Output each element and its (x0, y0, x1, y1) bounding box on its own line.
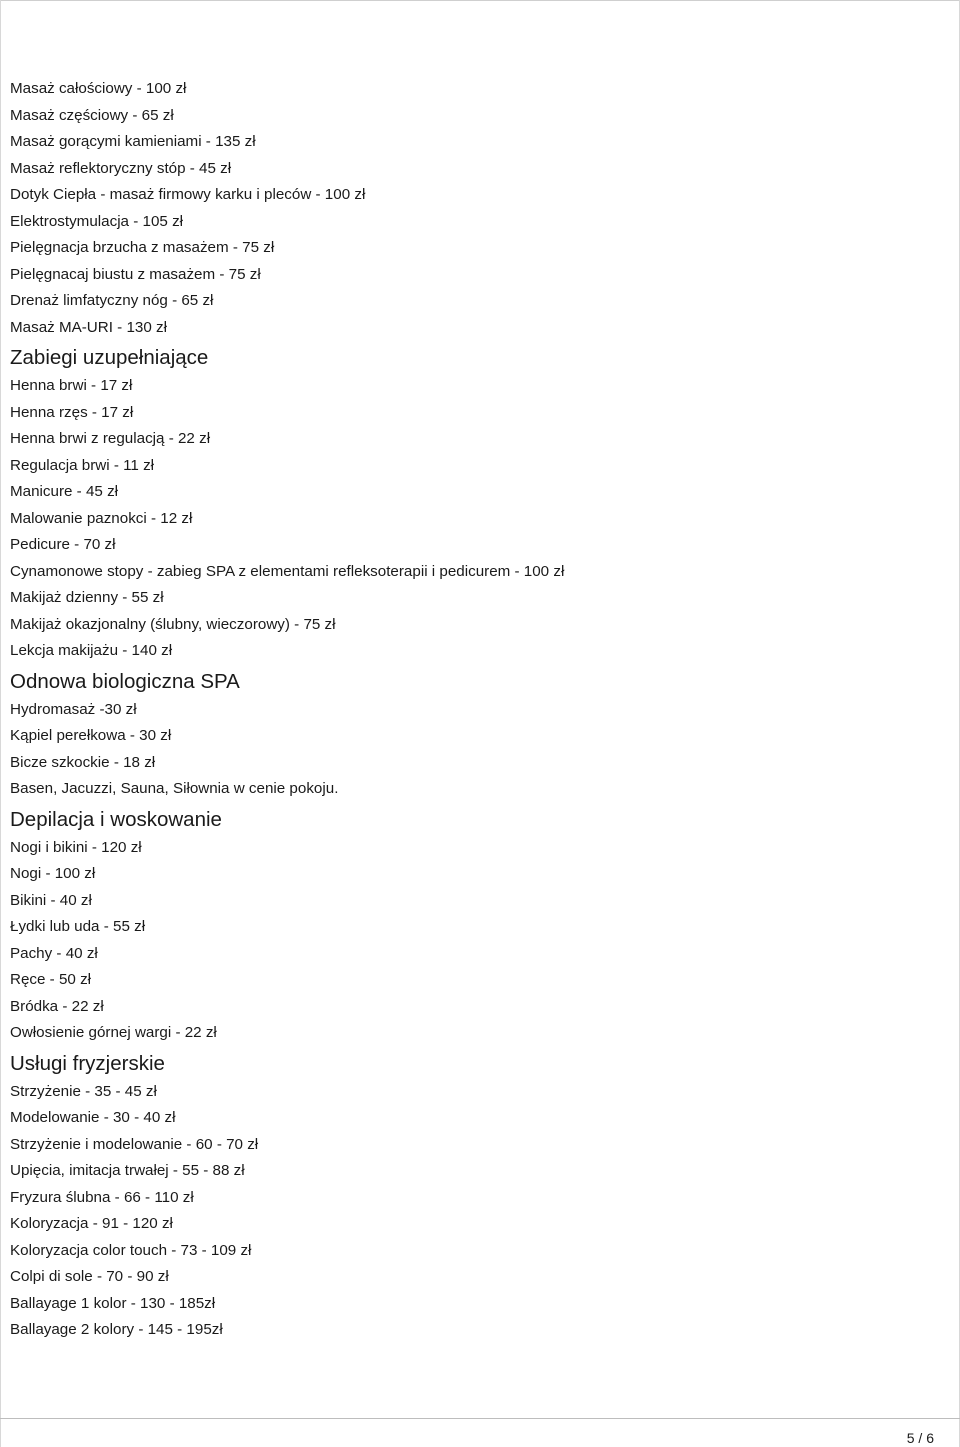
price-section (10, 666, 940, 803)
price-item: Basen, Jacuzzi, Sauna, Siłownia w cenie pokoju. (10, 780, 339, 797)
price-item: Pachy - 40 zł (10, 944, 98, 962)
price-item: Masaż całościowy - 100 zł (10, 80, 187, 97)
price-item: Modelowanie - 30 - 40 zł (10, 1109, 176, 1126)
price-item: Makijaż okazjonalny (ślubny, wieczorowy) - 75 zł (10, 615, 336, 633)
price-item: Strzyżenie i modelowanie - 60 - 70 zł (10, 1135, 259, 1153)
footer-divider (0, 1418, 960, 1419)
price-item: Cynamonowe stopy - zabieg SPA z elementami refleksoterapii i pedicurem - 100 zł (10, 562, 565, 580)
price-item: Strzyżenie - 35 - 45 zł (10, 1082, 157, 1100)
price-list (10, 76, 940, 1344)
price-item: Manicure - 45 zł (10, 483, 119, 500)
price-section (10, 804, 940, 1047)
price-item: Henna rzęs - 17 zł (10, 403, 134, 421)
price-item: Henna brwi - 17 zł (10, 377, 133, 394)
price-section (10, 1048, 940, 1344)
page-number: 5 / 6 (906, 1430, 934, 1446)
page-left-border (0, 0, 1, 1447)
price-item: Ballayage 1 kolor - 130 - 185zł (10, 1294, 216, 1312)
price-item: Upięcia, imitacja trwałej - 55 - 88 zł (10, 1162, 245, 1179)
price-item: Elektrostymulacja - 105 zł (10, 212, 184, 230)
section-heading: Zabiegi uzupełniające (10, 346, 209, 369)
price-item: Masaż gorącymi kamieniami - 135 zł (10, 133, 256, 150)
price-item: Nogi - 100 zł (10, 865, 96, 882)
price-item: Hydromasaż -30 zł (10, 700, 137, 718)
price-item: Pielęgnacaj biustu z masażem - 75 zł (10, 265, 261, 283)
page-top-border (0, 0, 960, 1)
section-heading: Usługi fryzjerskie (10, 1051, 165, 1075)
price-item: Lekcja makijażu - 140 zł (10, 642, 173, 659)
price-item: Masaż reflektoryczny stóp - 45 zł (10, 159, 232, 177)
price-item: Dotyk Ciepła - masaż firmowy karku i pleców - 100 zł (10, 186, 366, 203)
price-item: Bikini - 40 zł (10, 891, 92, 909)
price-item: Łydki lub uda - 55 zł (10, 918, 146, 935)
section-heading: Depilacja i woskowanie (10, 807, 222, 831)
price-item: Koloryzacja color touch - 73 - 109 zł (10, 1241, 252, 1259)
section-heading: Odnowa biologiczna SPA (10, 669, 240, 693)
price-item: Bródka - 22 zł (10, 997, 104, 1015)
price-item: Drenaż limfatyczny nóg - 65 zł (10, 292, 214, 309)
price-item: Regulacja brwi - 11 zł (10, 456, 155, 474)
price-item: Colpi di sole - 70 - 90 zł (10, 1268, 169, 1285)
price-item: Kąpiel perełkowa - 30 zł (10, 727, 172, 744)
price-item: Ballayage 2 kolory - 145 - 195zł (10, 1321, 223, 1338)
price-item: Masaż częściowy - 65 zł (10, 106, 174, 124)
price-section (10, 76, 940, 341)
price-item: Owłosienie górnej wargi - 22 zł (10, 1024, 217, 1041)
price-item: Bicze szkockie - 18 zł (10, 753, 156, 771)
price-item: Masaż MA-URI - 130 zł (10, 318, 167, 336)
price-item: Koloryzacja - 91 - 120 zł (10, 1215, 173, 1232)
price-section (10, 342, 940, 665)
price-item: Ręce - 50 zł (10, 971, 92, 988)
price-item: Fryzura ślubna - 66 - 110 zł (10, 1188, 194, 1206)
price-item: Makijaż dzienny - 55 zł (10, 589, 164, 606)
price-item: Pielęgnacja brzucha z masażem - 75 zł (10, 239, 275, 256)
price-item: Nogi i bikini - 120 zł (10, 838, 142, 856)
price-item: Pedicure - 70 zł (10, 536, 116, 553)
price-item: Henna brwi z regulacją - 22 zł (10, 430, 211, 447)
price-item: Malowanie paznokci - 12 zł (10, 509, 193, 527)
